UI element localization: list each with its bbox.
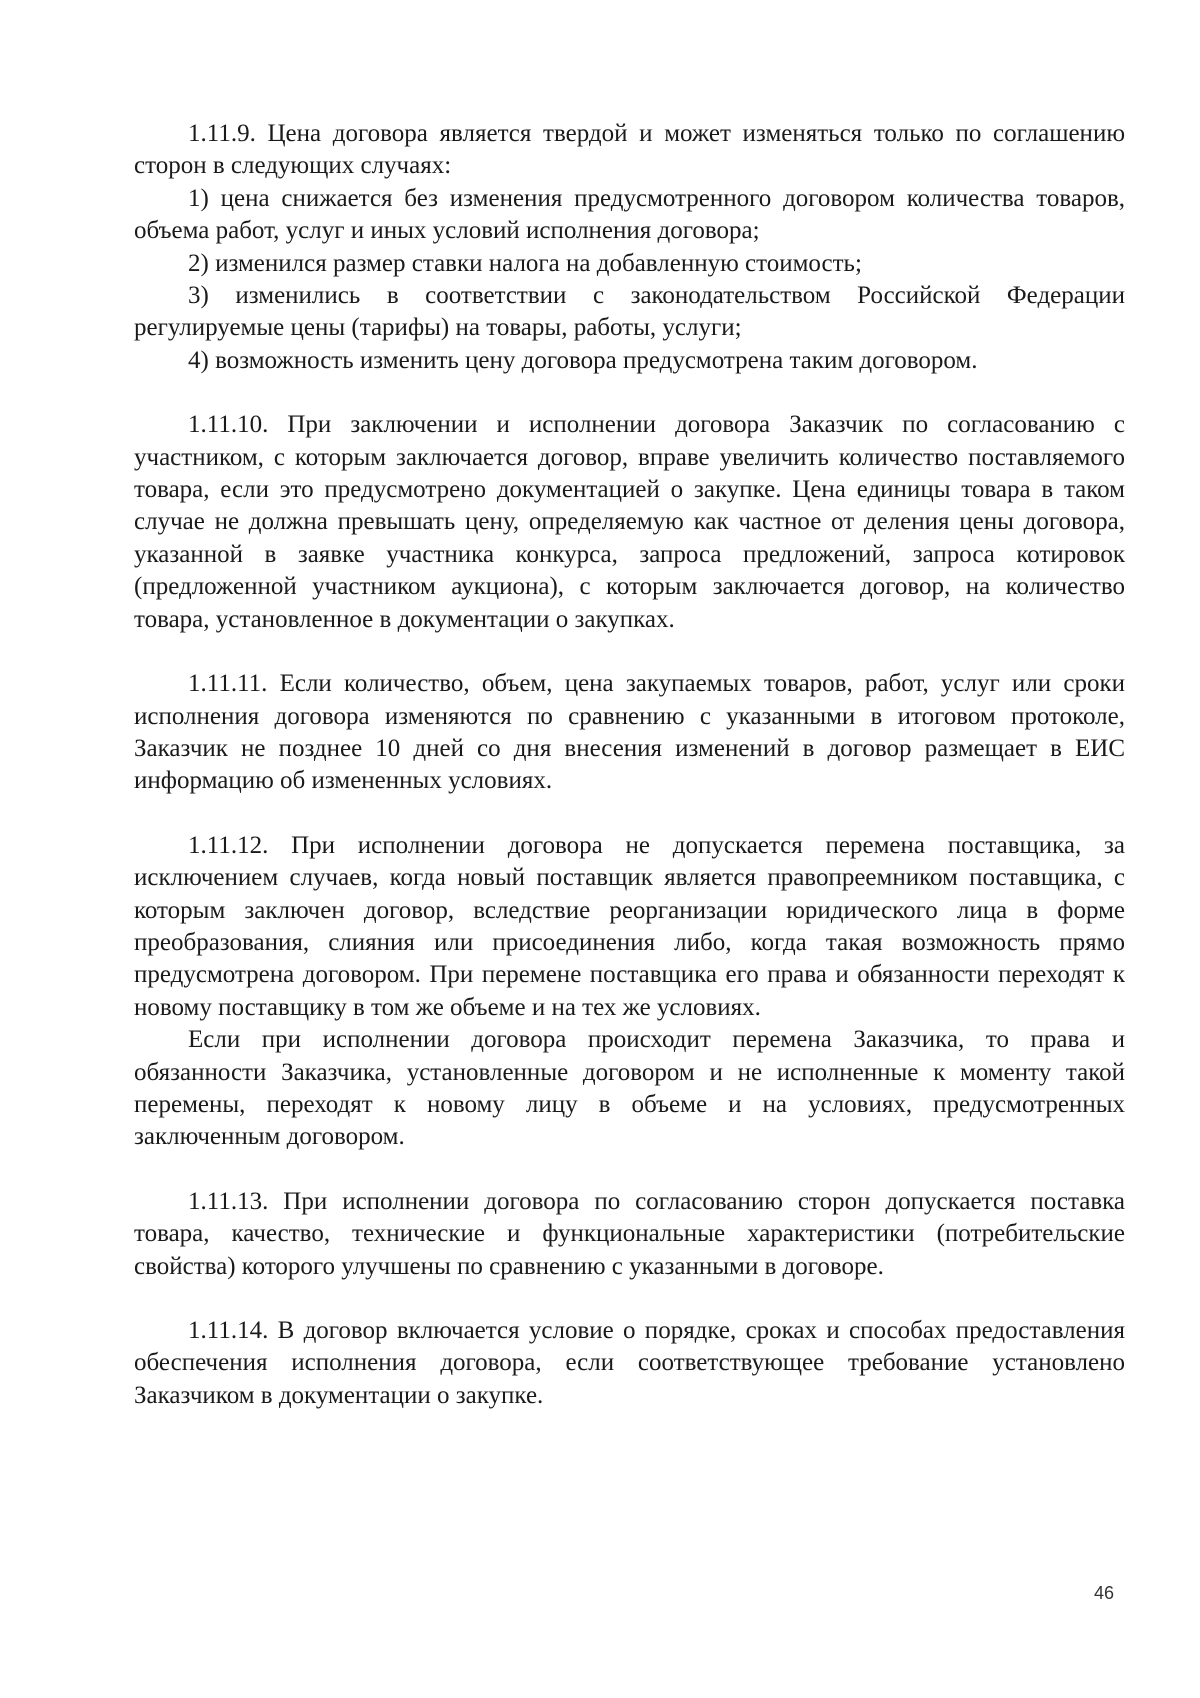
clause-1-11-9-item-3: 3) изменились в соответствии с законодательством Российской Федерации регулируемые цены (тарифы) на товары, работы, услуги;: [134, 282, 1125, 342]
clause-1-11-9-item-4: 4) возможность изменить цену договора предусмотрена таким договором.: [188, 346, 978, 374]
clause-1-11-9-item-2: 2) изменился размер ставки налога на добавленную стоимость;: [188, 249, 862, 277]
clause-1-11-14: 1.11.14. В договор включается условие о порядке, сроках и способах предоставления обеспечения исполнения договора, если соответствующее требование установлено Заказчиком в документации о закупке.: [134, 1317, 1125, 1409]
document-body: [134, 118, 1125, 1412]
paragraph-spacer: [134, 1154, 1125, 1186]
clause-1-11-9-item-1: 1) цена снижается без изменения предусмотренного договором количества товаров, объема работ, услуг и иных условий исполнения договора;: [134, 184, 1125, 245]
clause-1-11-12-continued: Если при исполнении договора происходит перемена Заказчика, то права и обязанности Заказчика, установленные договором и не исполненные к моменту такой перемены, переходят к новому лицу в объеме и на условиях, предусмотренных заключенным договором.: [134, 1026, 1125, 1151]
clause-1-11-12: 1.11.12. При исполнении договора не допускается перемена поставщика, за исключением случаев, когда новый поставщик является правопреемником поставщика, с которым заключен договор, вследствие реорганизации юридического лица в форме преобразования, слияния или присоединения либо, когда такая возможность прямо предусмотрена договором. При перемене поставщика его права и обязанности переходят к новому поставщику в том же объеме и на тех же условиях.: [134, 831, 1125, 1021]
page-number: 46: [1093, 1583, 1114, 1603]
paragraph-spacer: [134, 798, 1125, 830]
paragraph-spacer: [134, 636, 1125, 668]
clause-1-11-11: 1.11.11. Если количество, объем, цена закупаемых товаров, работ, услуг или сроки исполнения договора изменяются по сравнению с указанными в итоговом протоколе, Заказчик не позднее 10 дней со дня внесения изменений в договор размещает в ЕИС информацию об измененных условиях.: [134, 670, 1125, 795]
clause-1-11-13: 1.11.13. При исполнении договора по согласованию сторон допускается поставка товара, качество, технические и функциональные характеристики (потребительские свойства) которого улучшены по сравнению с указанными в договоре.: [134, 1187, 1125, 1280]
clause-1-11-9: 1.11.9. Цена договора является твердой и может изменяться только по соглашению сторон в следующих случаях:: [134, 120, 1125, 180]
clause-1-11-10: 1.11.10. При заключении и исполнении договора Заказчик по согласованию с участником, с которым заключается договор, вправе увеличить количество поставляемого товара, если это предусмотрено документацией о закупке. Цена единицы товара в таком случае не должна превышать цену, определяемую как частное от деления цены договора, указанной в заявке участника конкурса, запроса предложений, запроса котировок (предложенной участником аукциона), с которым заключается договор, на количество товара, установленное в документации о закупках.: [134, 411, 1125, 633]
paragraph-spacer: [134, 1283, 1125, 1315]
paragraph-spacer: [134, 377, 1125, 409]
